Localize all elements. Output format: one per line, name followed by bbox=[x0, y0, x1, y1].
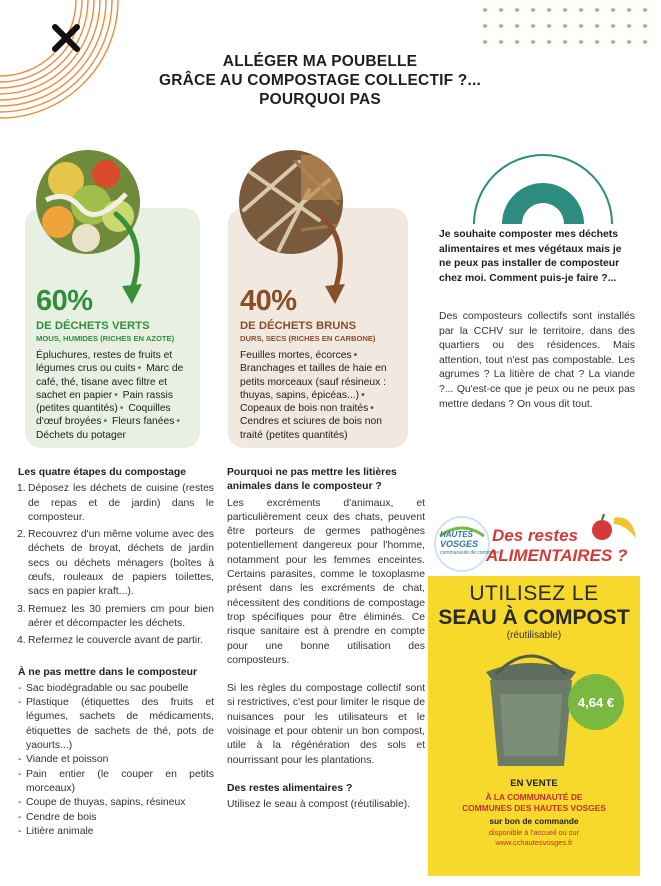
compost-bucket-ad bbox=[428, 506, 640, 876]
curved-arrow-icon bbox=[110, 210, 156, 310]
decorative-dots bbox=[465, 4, 655, 54]
ad-heading-2: ALIMENTAIRES ? bbox=[486, 546, 628, 565]
list-item: Fleurs fanées bbox=[111, 416, 175, 428]
left-column bbox=[18, 466, 214, 839]
list-item: Marc de café, thé, tisane avec filtre et sachet en papier bbox=[36, 363, 184, 401]
green-category: DE DÉCHETS VERTS bbox=[36, 320, 150, 332]
list-item: - Plastique (étiquettes des fruits et légumes, sachets de médicaments, étiquettes de sachets de thé, pots de yaourts...) bbox=[18, 696, 214, 753]
food-heading: Des restes alimentaires ? bbox=[227, 782, 353, 794]
logo-text: HAUTES bbox=[440, 530, 473, 539]
curved-arrow-icon bbox=[313, 210, 359, 310]
middle-column bbox=[227, 466, 425, 813]
list-item: - Cendre de bois bbox=[18, 811, 214, 825]
price-badge: 4,64 € bbox=[568, 674, 624, 730]
litter-heading: Pourquoi ne pas mettre les litières animales dans le composteur ? bbox=[227, 467, 397, 493]
brown-category: DE DÉCHETS BRUNS bbox=[240, 320, 357, 332]
list-item: - Pain entier (le couper en petits morceaux) bbox=[18, 768, 214, 797]
brown-percent: 40% bbox=[240, 285, 297, 317]
list-item: Pain rassis (petites quantités) bbox=[36, 389, 173, 415]
green-subtitle: MOUS, HUMIDES (RICHES EN AZOTE) bbox=[36, 334, 175, 343]
logo-text: VOSGES bbox=[440, 539, 479, 549]
list-item: Déchets du potager bbox=[36, 429, 126, 441]
fruit-icon bbox=[588, 510, 640, 546]
steps-heading: Les quatre étapes du compostage bbox=[18, 467, 187, 478]
litter-paragraph-1: Les excréments d'animaux, et particulièrement ceux des chats, peuvent être porteurs de germes pathogènes potentiellement dangereux pour l'homme, notamment pour les femmes enceintes. Certains parasites, comme le toxoplasme présent dans les excréments de chat, nécessitent des conditions de compostage trop spécifiques pour être éliminés. Ce risque sanitaire est à prendre en compte pour une bonne utilisation des composteurs. bbox=[227, 497, 425, 666]
title-line-1: ALLÉGER MA POUBELLE bbox=[222, 53, 418, 70]
steps-list bbox=[18, 482, 214, 648]
page-title bbox=[100, 52, 540, 109]
not-in-list bbox=[18, 682, 214, 839]
litter-paragraph-2: Si les règles du compostage collectif sont si restrictives, c'est pour limiter le risque de nuisances pour les utilisateurs et le voisinage et pour obtenir un bon compost, utile à la régénération des sols et nourrissant pour les plantations. bbox=[227, 683, 425, 766]
list-item: - Sac biodégradable ou sac poubelle bbox=[18, 682, 214, 696]
ad-line-3: (réutilisable) bbox=[506, 630, 562, 641]
ad-website: www.cchautesvosges.fr bbox=[495, 838, 573, 847]
list-item: 4. Refermez le couvercle avant de partir. bbox=[17, 635, 203, 647]
list-item: 3. Remuez les 30 premiers cm pour bien aérer et décompacter les déchets. bbox=[17, 603, 214, 629]
list-item: - Coupe de thuyas, sapins, résineux bbox=[18, 796, 214, 810]
ad-line-2: SEAU À COMPOST bbox=[438, 606, 630, 629]
cross-icon bbox=[50, 22, 82, 54]
ad-order: sur bon de commande bbox=[489, 816, 579, 826]
answer-text: Des composteurs collectifs sont installés par la CCHV sur le territoire, dans des quartiers ou des résidences. Mais attention, tout n'est pas compostable. Les agrumes ? La litière de chat ? La viande ?... Qu'est-ce que je peux ou ne peux pas mettre dedans ? On vous dit tout. bbox=[439, 311, 635, 410]
list-item: Feuilles mortes, écorces bbox=[240, 350, 352, 361]
ad-heading-1: Des restes bbox=[492, 526, 579, 545]
food-text: Utilisez le seau à compost (réutilisable). bbox=[227, 799, 411, 811]
ad-line-1: UTILISEZ LE bbox=[469, 582, 599, 605]
green-waste-list: Épluchures, restes de fruits et légumes crus ou cuits • Marc de café, thé, tisane avec filtre et sachet en papier • Pain rassis (petites quantités) • Coquilles d'œuf broyées • Fleurs fanées • Déchets du potager bbox=[36, 350, 184, 441]
not-in-heading: À ne pas mettre dans le composteur bbox=[18, 666, 198, 678]
ad-where-2: COMMUNES DES HAUTES VOSGES bbox=[462, 803, 606, 813]
list-item: Cendres et sciures de bois non traité (petites quantités) bbox=[240, 416, 382, 441]
list-item: - Viande et poisson bbox=[18, 753, 214, 767]
list-item: Épluchures, restes de fruits et légumes crus ou cuits bbox=[36, 350, 173, 375]
brown-subtitle: DURS, SECS (RICHES EN CARBONE) bbox=[240, 334, 376, 343]
logo-text: communauté de communes bbox=[440, 550, 502, 556]
ad-where-1: À LA COMMUNAUTÉ DE bbox=[485, 792, 583, 802]
title-line-3: POURQUOI PAS bbox=[259, 91, 381, 108]
green-percent: 60% bbox=[36, 285, 93, 317]
list-item: Branchages et tailles de haie en petits morceaux (sauf résineux : thuyas, sapins, épicéas...) bbox=[240, 363, 387, 401]
list-item: - Litière animale bbox=[18, 825, 214, 839]
brown-waste-list: Feuilles mortes, écorces • Branchages et tailles de haie en petits morceaux (sauf résineux : thuyas, sapins, épicéas...) • Copeaux de bois non traités • Cendres et sciures de bois non traité (petites quantités) bbox=[240, 350, 387, 441]
decorative-half-circle bbox=[470, 148, 616, 226]
list-item: 2. Recouvrez d'un même volume avec des déchets de broyat, déchets de jardin secs ou déchets ménagers (boîtes à œufs, rouleaux de papiers toilettes, sacs en papier kraft...). bbox=[17, 529, 214, 598]
list-item: 1. Déposez les déchets de cuisine (restes de repas et de jardin) dans le composteur. bbox=[17, 483, 214, 523]
question-text: Je souhaite composter mes déchets alimentaires et mes végétaux mais je ne peux pas installer de composteur chez moi. Comment puis-je faire ?... bbox=[439, 229, 622, 284]
title-line-2: GRÂCE AU COMPOSTAGE COLLECTIF ?... bbox=[159, 72, 481, 89]
list-item: Coquilles d'œuf broyées bbox=[36, 403, 171, 428]
ad-sale: EN VENTE bbox=[510, 778, 558, 789]
ad-availability: disponible à l'accueil ou sur bbox=[488, 828, 580, 837]
list-item: Copeaux de bois non traités bbox=[240, 403, 369, 415]
